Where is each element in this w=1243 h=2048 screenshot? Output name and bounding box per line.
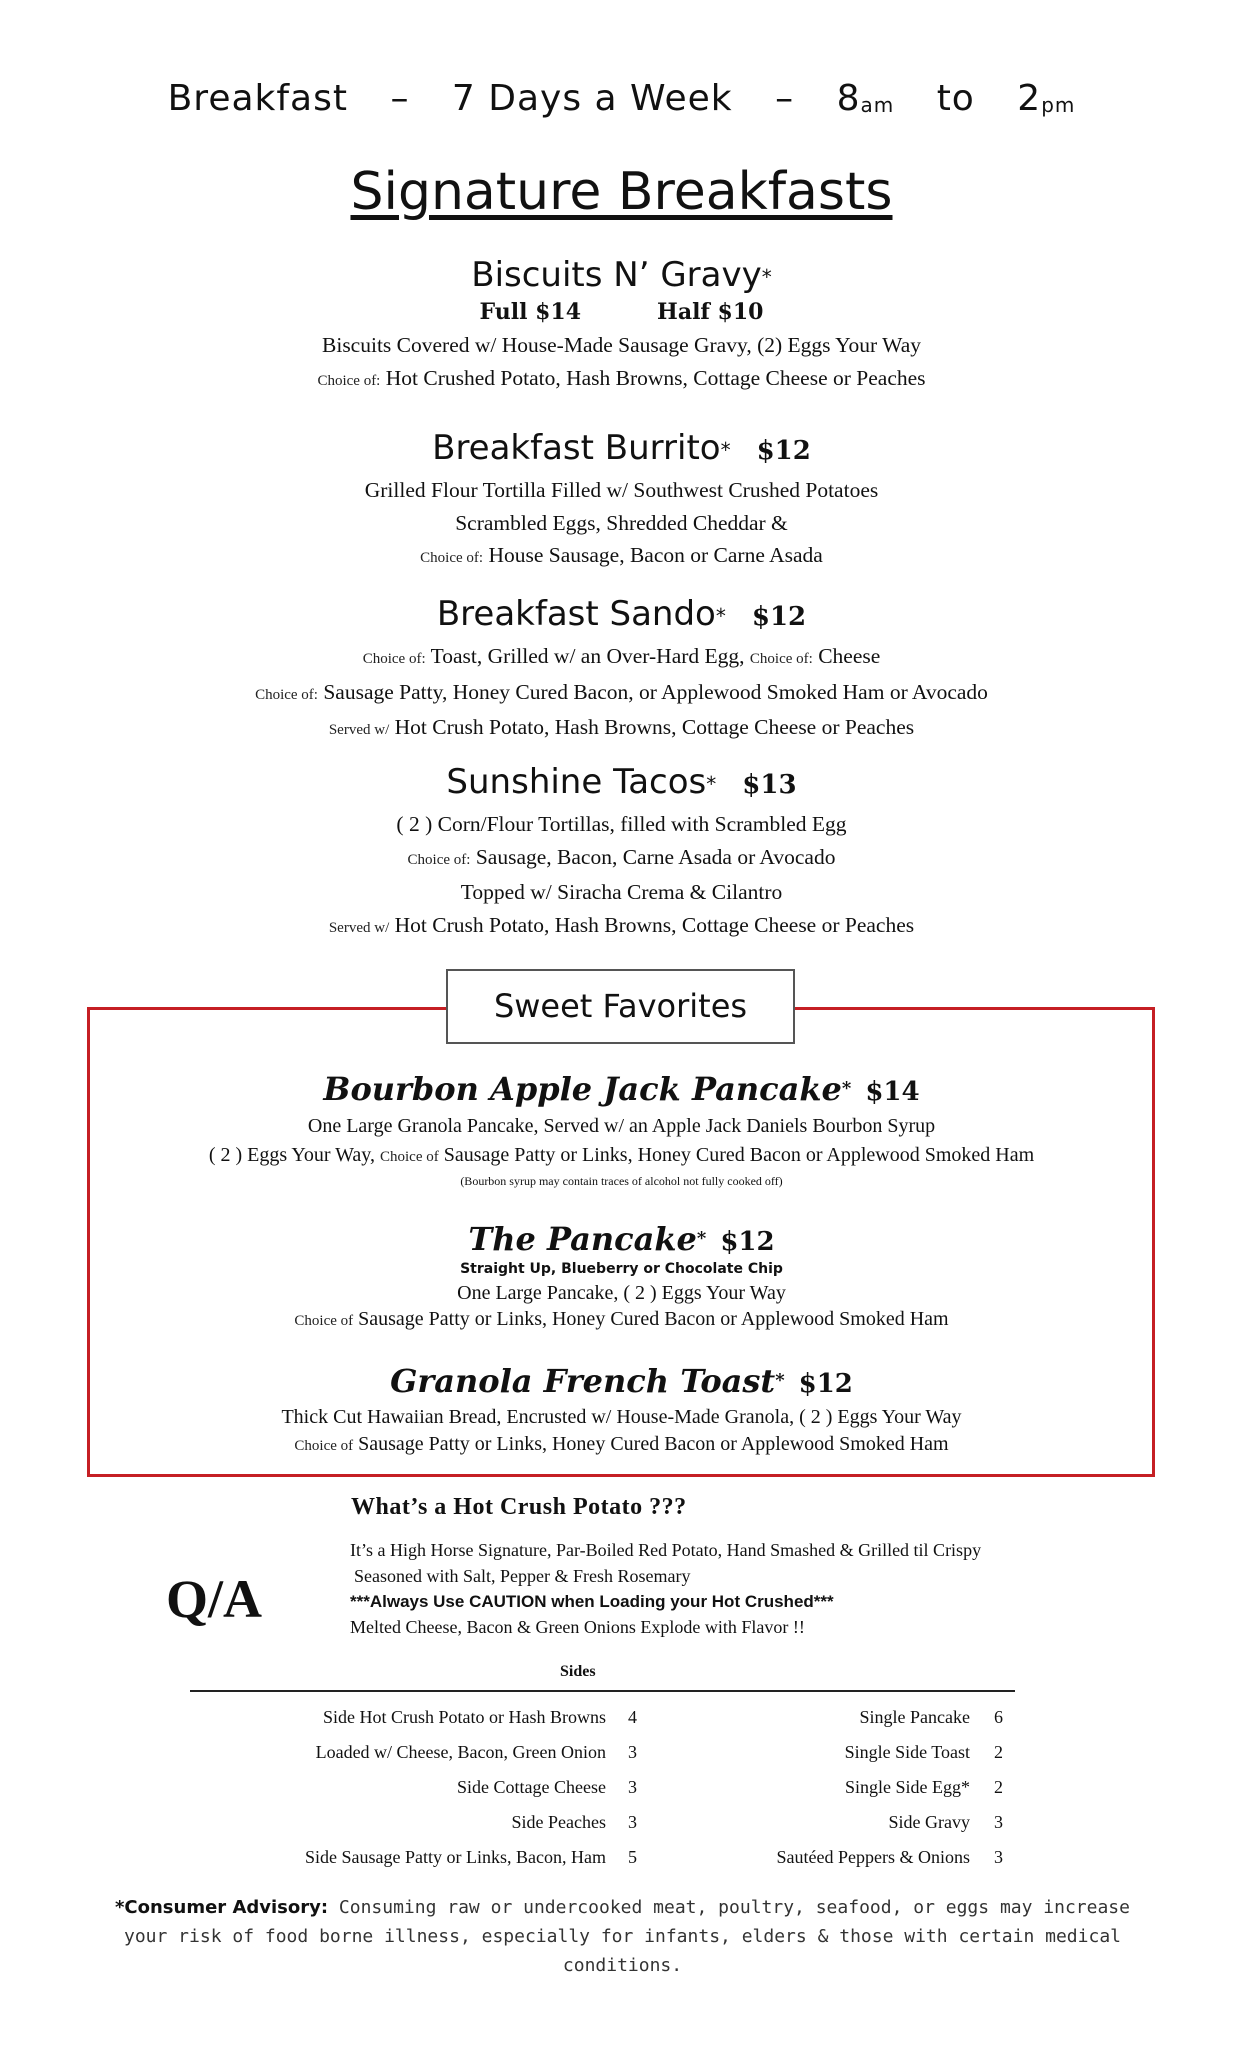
qa-caution: ***Always Use CAUTION when Loading your Hot Crushed***: [350, 1592, 834, 1611]
item-choices: [0, 1431, 1243, 1460]
choice-text: Sausage Patty, Honey Cured Bacon, or Applewood Smoked Ham or Avocado: [323, 679, 988, 704]
item-note: (Bourbon syrup may contain traces of alcohol not fully cooked off): [460, 1174, 783, 1188]
side-price: 3: [994, 1847, 1003, 1867]
qa-line: Seasoned with Salt, Pepper & Fresh Rosemary: [354, 1565, 691, 1586]
choice-prefix: Choice of: [379, 1149, 439, 1165]
item-price: $12: [720, 1227, 775, 1257]
item-title: Breakfast Sando: [436, 594, 716, 634]
item-title: Sunshine Tacos: [446, 762, 707, 802]
choice-text: Hot Crushed Potato, Hash Browns, Cottage Cheese or Peaches: [385, 365, 926, 390]
choice-prefix: Choice of:: [317, 372, 381, 389]
side-item: [690, 1805, 1024, 1840]
item-choices: [0, 1141, 1243, 1172]
qa-line: Melted Cheese, Bacon & Green Onions Explode with Flavor !!: [350, 1616, 805, 1637]
header-dash: –: [390, 78, 410, 119]
menu-item-sando: [0, 594, 1243, 747]
item-name: [0, 1220, 1243, 1258]
open-hour: 8: [836, 78, 861, 119]
choice-text: Sausage Patty or Links, Honey Cured Bacon or Applewood Smoked Ham: [358, 1308, 949, 1330]
served-prefix: Served w/: [328, 722, 390, 738]
consumer-advisory-mark: *: [761, 265, 772, 289]
item-price: $12: [756, 436, 811, 466]
menu-item-granola-french-toast: [0, 1362, 1243, 1460]
item-title: Granola French Toast: [390, 1362, 776, 1400]
choice-text: Sausage, Bacon, Carne Asada or Avocado: [475, 844, 836, 869]
hours-header: [0, 78, 1243, 119]
item-price: $14: [865, 1077, 920, 1107]
item-title: Breakfast Burrito: [432, 428, 721, 468]
open-unit: am: [860, 93, 895, 117]
item-price: $13: [742, 770, 797, 800]
sweet-favorites-title: Sweet Favorites: [446, 969, 795, 1044]
item-description: Biscuits Covered w/ House-Made Sausage Gravy, (2) Eggs Your Way: [322, 333, 921, 357]
qa-answer: [350, 1538, 981, 1640]
served-prefix: Served w/: [328, 919, 390, 936]
item-choices: [0, 640, 1243, 676]
qa-heading: What’s a Hot Crush Potato ???: [351, 1494, 687, 1520]
side-name: Side Peaches: [511, 1812, 606, 1832]
menu-item-bourbon-pancake: [0, 1070, 1243, 1190]
item-description: Topped w/ Siracha Crema & Cilantro: [460, 880, 783, 904]
side-name: Single Pancake: [859, 1707, 970, 1727]
choice-prefix: Choice of: [294, 1313, 354, 1329]
side-price: 5: [628, 1847, 637, 1867]
sides-divider: [190, 1690, 1015, 1692]
item-price: $12: [751, 602, 807, 632]
close-hour: 2: [1017, 78, 1042, 119]
sides-right-column: [690, 1700, 1024, 1875]
side-item: [690, 1700, 1024, 1735]
header-days: 7 Days a Week: [451, 78, 733, 119]
item-price: $12: [798, 1369, 853, 1399]
choice-text: Sausage Patty or Links, Honey Cured Bacon or Applewood Smoked Ham: [358, 1433, 949, 1455]
item-name: [0, 1070, 1243, 1108]
item-sizes: [0, 295, 1243, 329]
item-title: Biscuits N’ Gravy: [471, 255, 762, 295]
qa-line: It’s a High Horse Signature, Par-Boiled Red Potato, Hand Smashed & Grilled til Crispy: [350, 1540, 982, 1560]
item-title: The Pancake: [468, 1220, 697, 1258]
item-description: Scrambled Eggs, Shredded Cheddar &: [455, 510, 788, 535]
qa-label: Q/A: [166, 1569, 263, 1629]
item-description: Thick Cut Hawaiian Bread, Encrusted w/ House-Made Granola, ( 2 ) Eggs Your Way: [281, 1406, 962, 1428]
side-name: Single Side Toast: [844, 1742, 970, 1762]
side-price: 6: [994, 1707, 1003, 1727]
item-name: [0, 428, 1243, 468]
item-title: Bourbon Apple Jack Pancake: [323, 1070, 842, 1108]
served-text: Hot Crush Potato, Hash Browns, Cottage Cheese or Peaches: [394, 912, 915, 937]
item-choices: [0, 841, 1243, 877]
consumer-advisory-mark: *: [841, 1078, 852, 1099]
advisory-line: your risk of food borne illness, especially for infants, elders & those with certain medical conditions.: [124, 1926, 1121, 1976]
side-item: [190, 1770, 668, 1805]
item-name: [0, 255, 1243, 295]
consumer-advisory-mark: *: [696, 1228, 707, 1249]
advisory-line: [70, 1893, 1175, 1922]
side-name: Loaded w/ Cheese, Bacon, Green Onion: [315, 1742, 606, 1762]
side-name: Side Gravy: [888, 1812, 970, 1832]
consumer-advisory-mark: *: [706, 772, 717, 796]
side-name: Side Sausage Patty or Links, Bacon, Ham: [305, 1847, 606, 1867]
consumer-advisory-mark: *: [715, 604, 726, 628]
side-item: [190, 1805, 668, 1840]
header-breakfast: Breakfast: [167, 78, 348, 119]
side-price: 3: [628, 1742, 637, 1762]
item-description: One Large Pancake, ( 2 ) Eggs Your Way: [457, 1282, 786, 1304]
side-price: 3: [994, 1812, 1003, 1832]
item-choices: [0, 362, 1243, 398]
item-choices: [0, 539, 1243, 575]
signature-breakfasts-title: Signature Breakfasts: [350, 162, 893, 222]
side-price: 2: [994, 1777, 1003, 1797]
side-name: Single Side Egg*: [845, 1777, 970, 1797]
choice-prefix: Choice of:: [407, 851, 471, 868]
choice-text: House Sausage, Bacon or Carne Asada: [488, 543, 823, 567]
item-description: Grilled Flour Tortilla Filled w/ Southwest Crushed Potatoes: [364, 478, 879, 502]
item-served: [0, 909, 1243, 945]
item-name: [0, 1362, 1243, 1400]
item-options: Straight Up, Blueberry or Chocolate Chip: [460, 1261, 783, 1277]
side-price: 3: [628, 1777, 637, 1797]
side-price: 2: [994, 1742, 1003, 1762]
close-unit: pm: [1041, 93, 1076, 117]
side-name: Side Cottage Cheese: [457, 1777, 606, 1797]
side-name: Side Hot Crush Potato or Hash Browns: [323, 1707, 606, 1727]
side-item: [690, 1770, 1024, 1805]
side-name: Sautéed Peppers & Onions: [776, 1847, 970, 1867]
consumer-advisory: [70, 1893, 1175, 1980]
sides-left-column: [190, 1700, 668, 1875]
side-item: [190, 1735, 668, 1770]
advisory-lead: *Consumer Advisory:: [115, 1897, 329, 1918]
choice-prefix: Choice of:: [420, 550, 484, 566]
choice-text: Toast, Grilled w/ an Over-Hard Egg,: [430, 644, 745, 668]
side-item: [690, 1735, 1024, 1770]
menu-item-burrito: [0, 428, 1243, 575]
choice-text: Cheese: [818, 644, 881, 668]
full-price: Full $14: [479, 299, 582, 325]
item-name: [0, 594, 1243, 634]
header-to: to: [936, 78, 975, 119]
side-price: 3: [628, 1812, 637, 1832]
item-description: One Large Granola Pancake, Served w/ an Apple Jack Daniels Bourbon Syrup: [307, 1115, 936, 1137]
choice-prefix: Choice of:: [749, 651, 813, 667]
item-served: [0, 711, 1243, 747]
choice-text: Sausage Patty or Links, Honey Cured Bacon or Applewood Smoked Ham: [443, 1144, 1035, 1166]
menu-item-biscuits: [0, 255, 1243, 397]
menu-item-tacos: [0, 762, 1243, 944]
menu-item-the-pancake: [0, 1220, 1243, 1334]
served-text: Hot Crush Potato, Hash Browns, Cottage Cheese or Peaches: [394, 715, 915, 739]
side-item: [690, 1840, 1024, 1875]
header-dash: –: [775, 78, 795, 119]
sides-title: Sides: [560, 1663, 596, 1680]
half-price: Half $10: [657, 299, 764, 325]
eggs-text: ( 2 ) Eggs Your Way,: [208, 1144, 375, 1166]
item-choices: [0, 676, 1243, 712]
choice-prefix: Choice of:: [255, 686, 318, 703]
item-name: [0, 762, 1243, 802]
consumer-advisory-mark: *: [720, 438, 731, 462]
side-item: [190, 1700, 668, 1735]
item-description: ( 2 ) Corn/Flour Tortillas, filled with Scrambled Egg: [396, 812, 847, 836]
choice-prefix: Choice of:: [362, 651, 426, 667]
choice-prefix: Choice of: [294, 1438, 354, 1454]
advisory-text: Consuming raw or undercooked meat, poultry, seafood, or eggs may increase: [338, 1897, 1130, 1918]
side-price: 4: [628, 1707, 637, 1727]
side-item: [190, 1840, 668, 1875]
item-choices: [0, 1306, 1243, 1334]
consumer-advisory-mark: *: [775, 1370, 785, 1391]
